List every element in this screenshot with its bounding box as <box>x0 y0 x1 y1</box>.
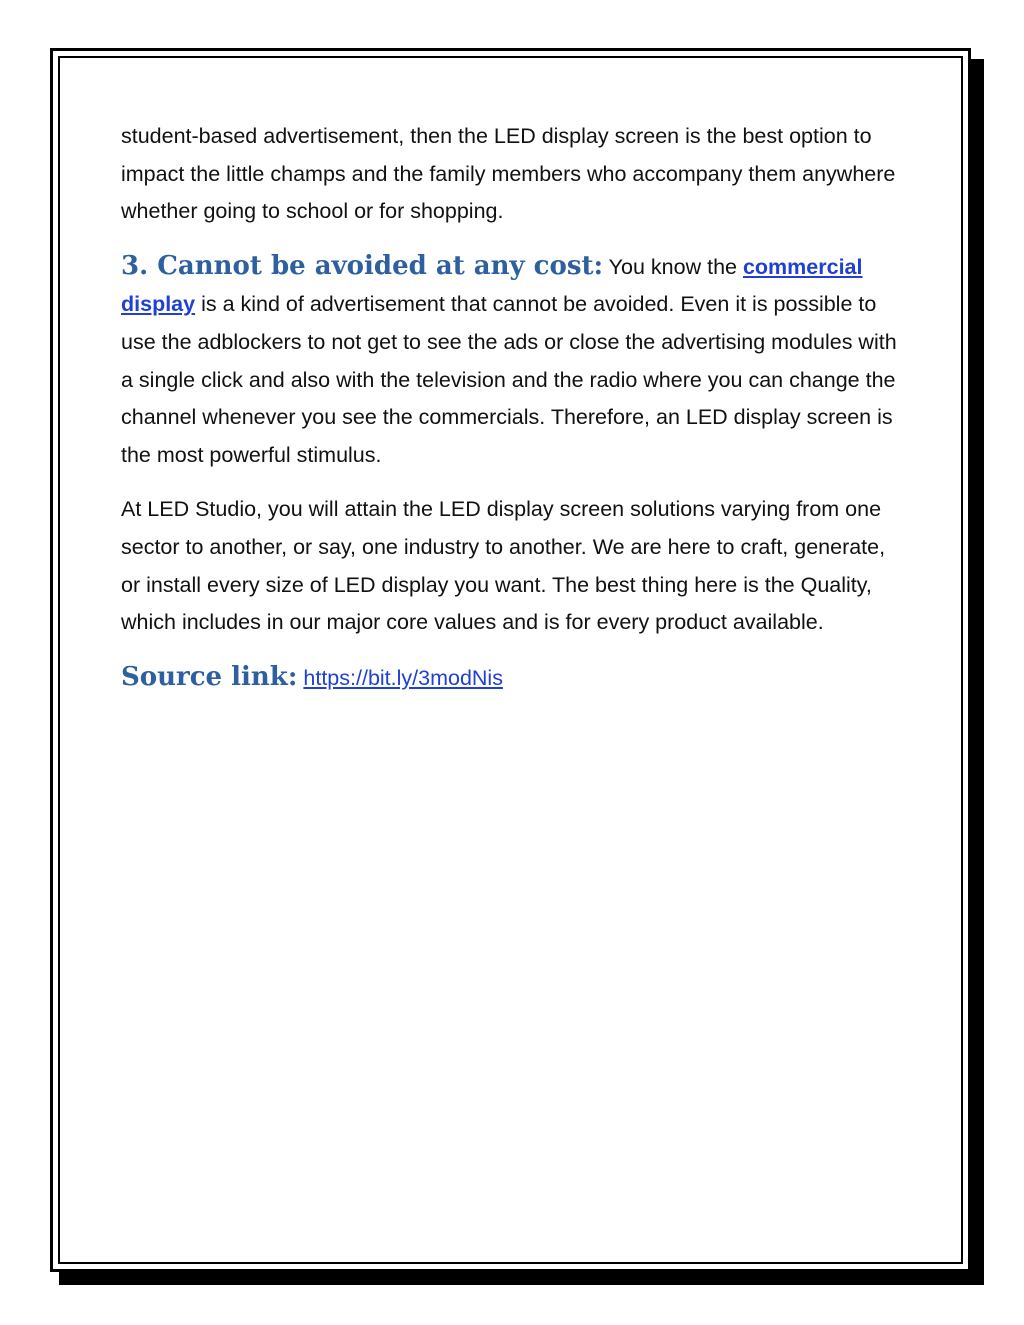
source-label: Source link: <box>121 661 298 692</box>
studio-paragraph: At LED Studio, you will attain the LED display screen solutions varying from one sector to another, or say, one industry to another. We are here to craft, generate, or install every size of LED display you want. The best thing here is the Quality, which includes in our major core values and is for every product available. <box>121 497 886 635</box>
document-body <box>121 118 901 714</box>
source-paragraph <box>121 659 901 698</box>
section-3-heading: 3. Cannot be avoided at any cost: <box>121 250 604 281</box>
section-3-lead-text: You know the <box>603 254 743 279</box>
intro-paragraph: student-based advertisement, then the LED display screen is the best option to impact the little champs and the family members who accompany them anywhere whether going to school or for shopping. <box>121 124 896 224</box>
commercial-display-link[interactable]: commercial display <box>121 254 863 317</box>
source-link[interactable]: https://bit.ly/3modNis <box>303 665 503 690</box>
section-3-paragraph <box>121 248 901 475</box>
section-3-body-text: is a kind of advertisement that cannot be avoided. Even it is possible to use the adblockers to not get to see the ads or close the advertising modules with a single click and also with the television and the radio where you can change the channel whenever you see the commercials. Therefore, an LED display screen is the most powerful stimulus. <box>121 292 897 467</box>
